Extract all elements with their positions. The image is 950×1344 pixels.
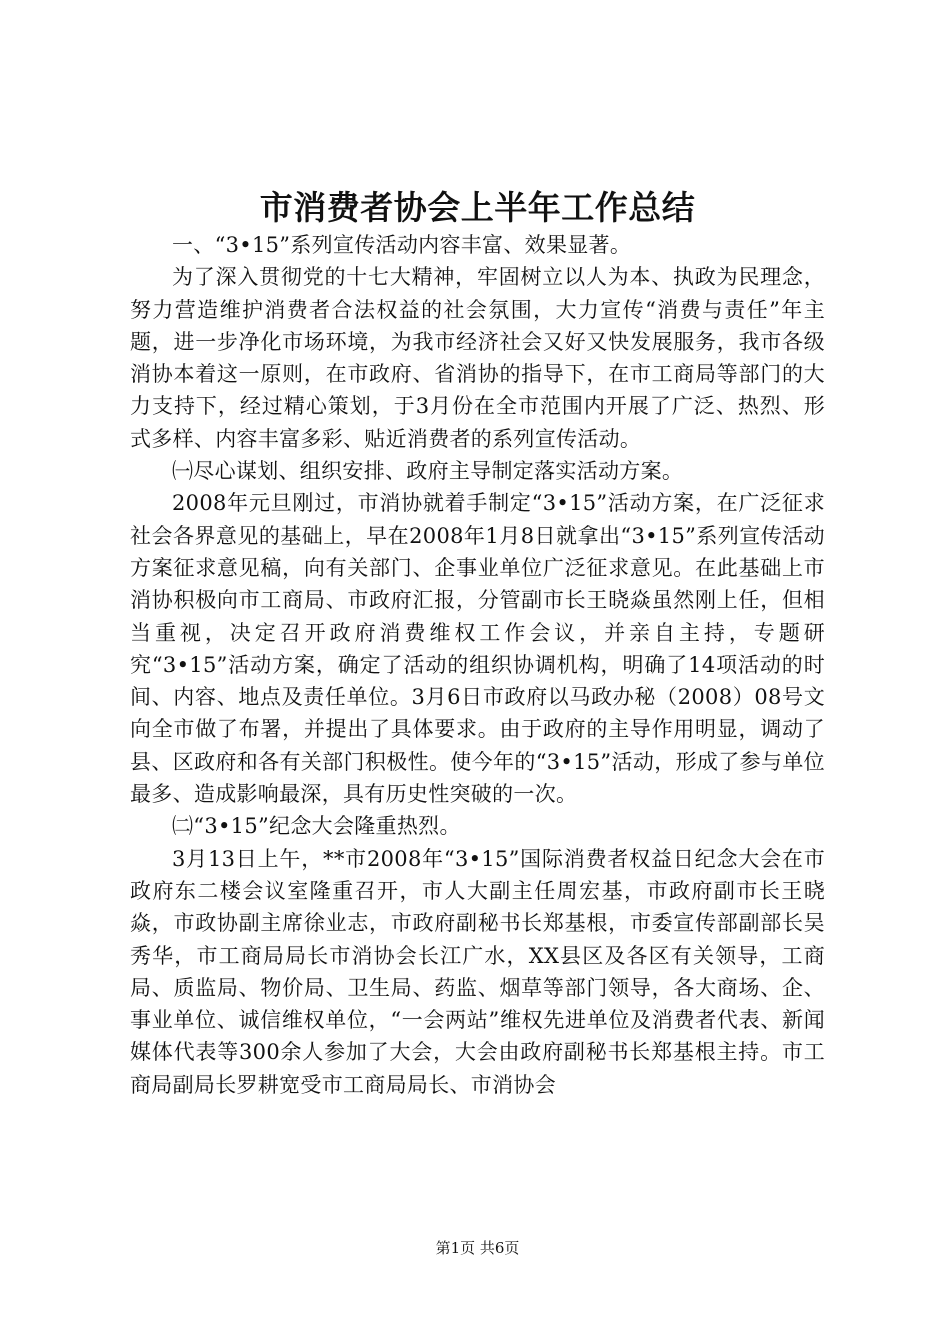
document-title: 市消费者协会上半年工作总结 [259, 188, 696, 227]
document-body [130, 229, 825, 1101]
subsection-heading-1: ㈠尽心谋划、组织安排、政府主导制定落实活动方案。 [172, 459, 684, 484]
page-number-footer: 第1页 共6页 [435, 1239, 520, 1257]
document-page [130, 0, 825, 1344]
body-paragraph: 2008年元旦刚过，市消协就着手制定“3•15”活动方案，在广泛征求社会各界意见的基础上，早在2008年1月8日就拿出“3•15”系列宣传活动方案征求意见稿，向有关部门、企事业单位广泛征求意见。在此基础上市消协积极向市工商局、市政府汇报，分管副市长王晓焱虽然刚上任，但相当重视，决定召开政府消费维权工作会议，并亲自主持，专题研究“3•15”活动方案，确定了活动的组织协调机构，明确了14项活动的时间、内容、地点及责任单位。3月6日市政府以马政办秘（2008）08号文向全市做了布署，并提出了具体要求。由于政府的主导作用明显，调动了县、区政府和各有关部门积极性。使今年的“3•15”活动，形成了参与单位最多、造成影响最深，具有历史性突破的一次。 [130, 491, 825, 807]
body-paragraph: 为了深入贯彻党的十七大精神，牢固树立以人为本、执政为民理念，努力营造维护消费者合法权益的社会氛围，大力宣传“消费与责任”年主题，进一步净化市场环境，为我市经济社会又好又快发展服务，我市各级消协本着这一原则，在市政府、省消协的指导下，在市工商局等部门的大力支持下，经过精心策划，于3月份在全市范围内开展了广泛、热烈、形式多样、内容丰富多彩、贴近消费者的系列宣传活动。 [130, 265, 825, 451]
section-heading-1: 一、“3•15”系列宣传活动内容丰富、效果显著。 [172, 233, 632, 257]
subsection-heading-2: ㈡“3•15”纪念大会隆重热烈。 [172, 814, 461, 839]
body-paragraph: 3月13日上午，**市2008年“3•15”国际消费者权益日纪念大会在市政府东二楼会议室隆重召开，市人大副主任周宏基，市政府副市长王晓焱，市政协副主席徐业志，市政府副秘书长郑基根，市委宣传部副部长吴秀华，市工商局局长市消协会长江广水，XX县区及各区有关领导，工商局、质监局、物价局、卫生局、药监、烟草等部门领导，各大商场、企、事业单位、诚信维权单位，“一会两站”维权先进单位及消费者代表、新闻媒体代表等300余人参加了大会，大会由政府副秘书长郑基根主持。市工商局副局长罗耕宽受市工商局局长、市消协会 [130, 846, 825, 1097]
